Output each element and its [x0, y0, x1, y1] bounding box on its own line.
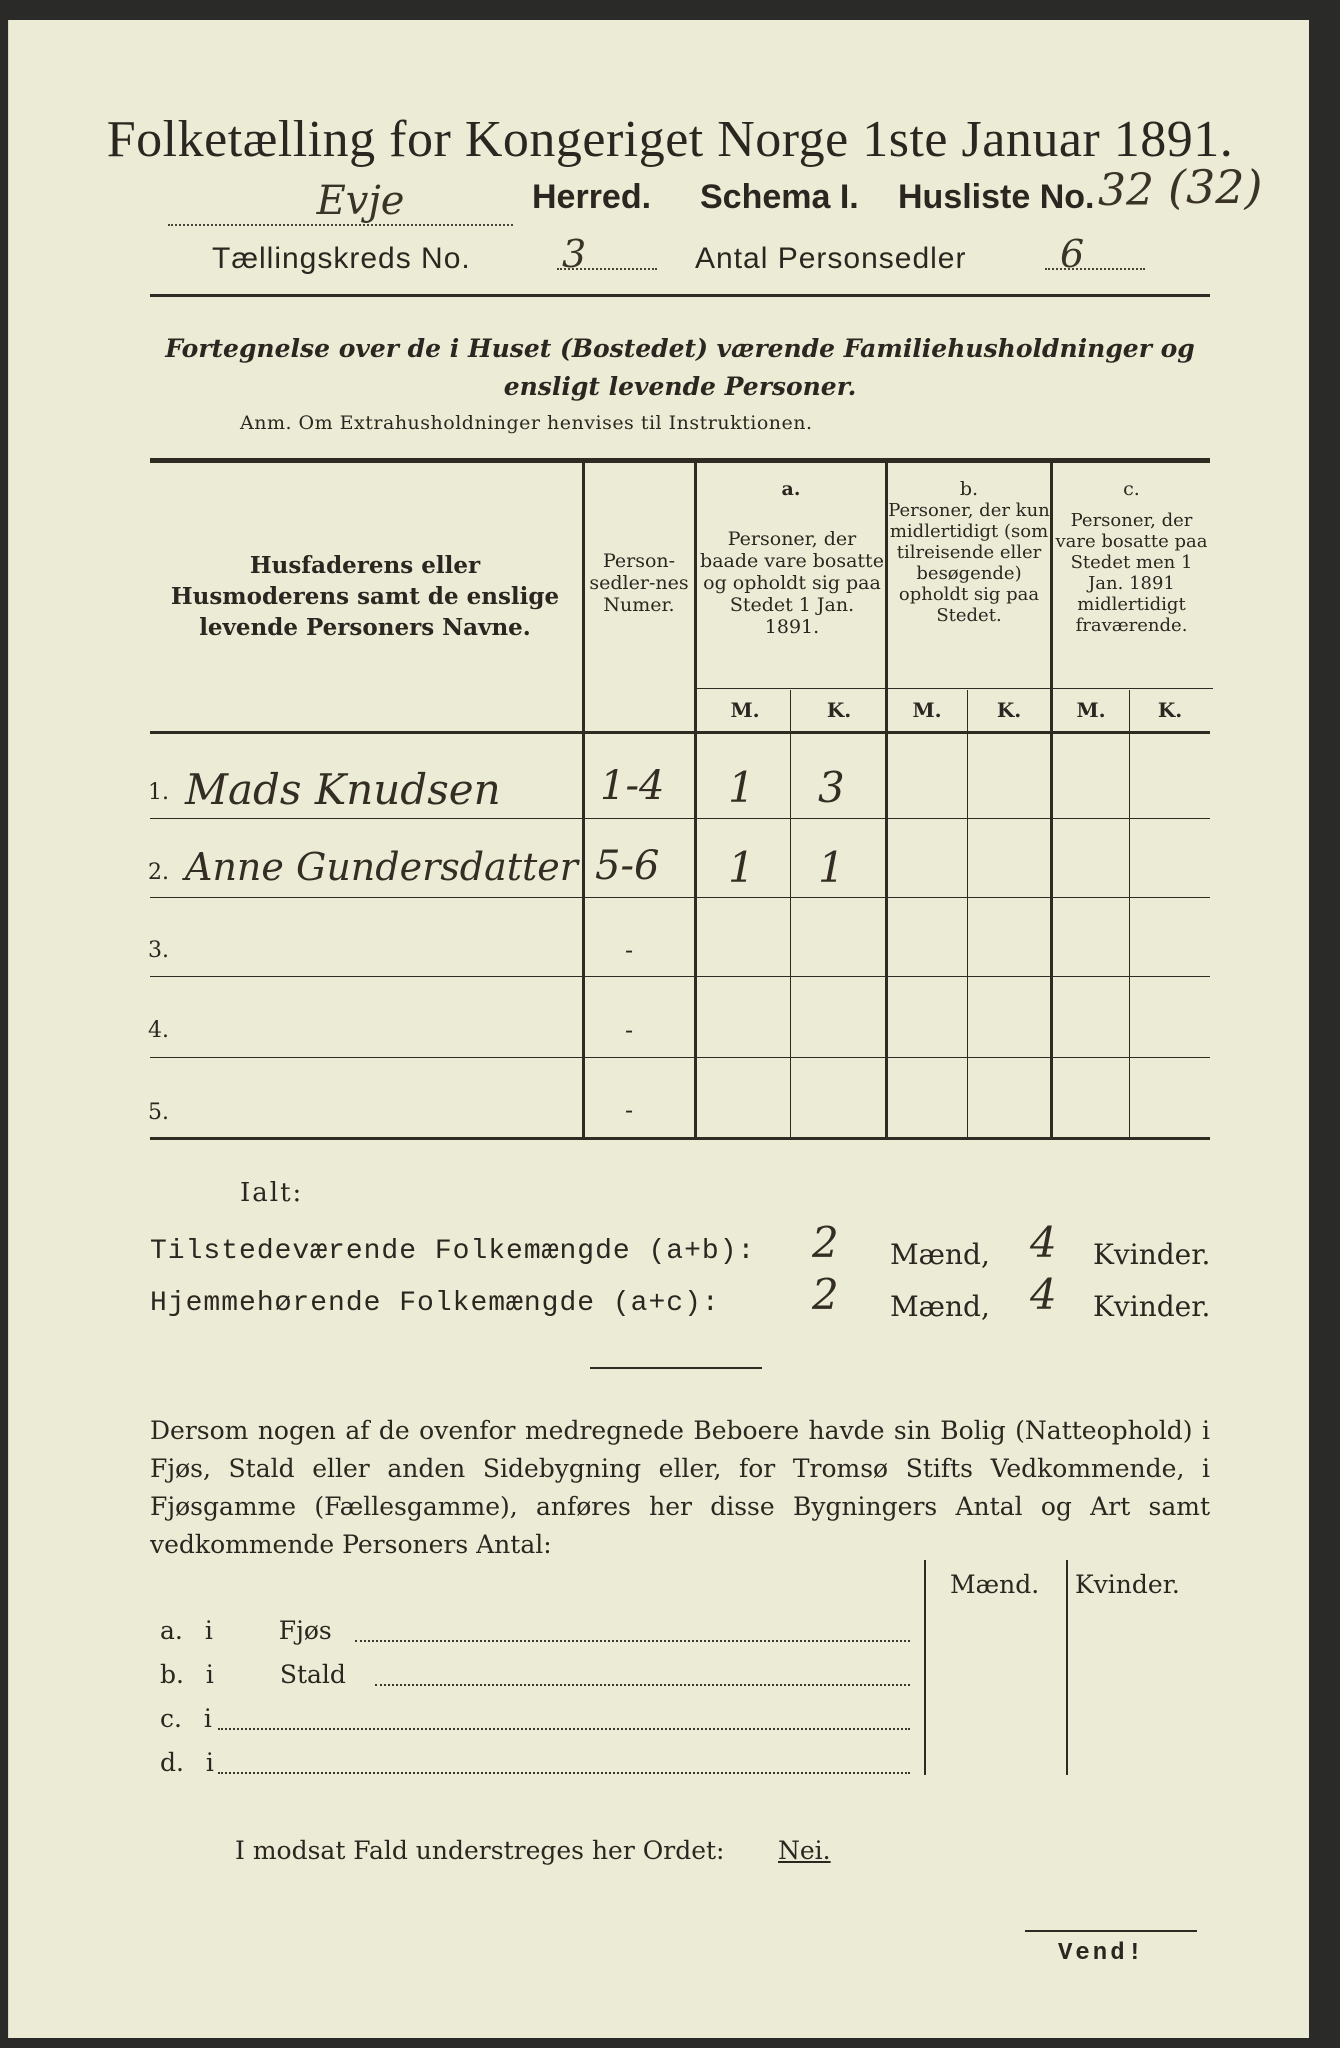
row-rule-3 [150, 976, 1210, 977]
building-letter: a. [160, 1616, 183, 1645]
buildings-divider-1 [924, 1560, 926, 1775]
row-number: 5. [148, 1100, 169, 1125]
buildings-divider-2 [1066, 1560, 1068, 1775]
row-a-m: 1 [728, 763, 755, 812]
maend-label: Mænd, [890, 1238, 990, 1271]
c-sub-rule [1053, 688, 1213, 689]
row-sedler: - [625, 1016, 634, 1044]
building-label: Fjøs [278, 1616, 332, 1645]
a-sub-rule [697, 688, 887, 689]
kreds-value: 3 [562, 232, 587, 276]
form-title: Folketælling for Kongeriget Norge 1ste Januar 1891. [106, 111, 1234, 168]
row-number: 1. [148, 780, 169, 805]
row-rule-1 [150, 818, 1210, 819]
herred-label: Herred. [532, 178, 652, 216]
building-row-c [160, 1704, 212, 1733]
annotation: Anm. Om Extrahusholdninger henvises til Instruktionen. [240, 412, 813, 434]
herred-value: Evje [168, 178, 513, 226]
c-k-header: K. [1157, 698, 1183, 722]
row-number: 3. [148, 938, 169, 963]
a-m-header: M. [730, 698, 760, 722]
row-a-k: 3 [818, 763, 845, 812]
col-header-a: Personer, der baade vare bosatte og opholdt sig paa Stedet 1 Jan. 1891. [700, 528, 884, 638]
herred-line [168, 178, 513, 226]
building-i: i [205, 1748, 214, 1777]
building-letter: d. [160, 1748, 184, 1777]
col-divider-2 [694, 462, 697, 1138]
kvinder-label: Kvinder. [1093, 1290, 1211, 1323]
ialt-label: Ialt: [240, 1178, 304, 1208]
row-number: 4. [148, 1018, 169, 1043]
col-header-number: Person-sedler-nes Numer. [589, 550, 689, 616]
col-divider-c-mk [1129, 690, 1130, 1137]
col-divider-a-mk [790, 690, 791, 1137]
row-name: Anne Gundersdatter [185, 845, 578, 889]
building-row-d [160, 1748, 214, 1777]
total-row-2-label: Hjemmehørende Folkemængde (a+c): [150, 1288, 720, 1319]
building-label: Stald [279, 1660, 346, 1689]
kreds-label: Tællingskreds No. [212, 242, 471, 275]
separator-rule [590, 1367, 762, 1369]
schema-label: Schema I. [700, 178, 859, 216]
buildings-col-kvinder: Kvinder. [1075, 1570, 1180, 1599]
buildings-col-maend: Mænd. [950, 1570, 1040, 1599]
building-dots-d [218, 1772, 910, 1774]
building-row-b [160, 1660, 346, 1689]
antal-label: Antal Personsedler [695, 242, 967, 275]
col-header-b: Personer, der kun midlertidigt (som tilreisende eller besøgende) opholdt sig paa Stedet. [888, 500, 1050, 626]
vend-rule [1025, 1930, 1197, 1932]
census-form [8, 20, 1309, 2038]
b-m-header: M. [912, 698, 942, 722]
building-letter: c. [160, 1704, 182, 1733]
maend-label: Mænd, [890, 1290, 990, 1323]
modsat-text: I modsat Fald understreges her Ordet: [235, 1836, 725, 1865]
building-dots-a [355, 1640, 910, 1642]
husliste-value: 32 [1098, 165, 1154, 216]
row-sedler: - [625, 1096, 634, 1124]
total-row-1-label: Tilstedeværende Folkemængde (a+b): [150, 1236, 756, 1267]
total-row-2-k: 4 [1030, 1270, 1057, 1319]
total-row-1-k: 4 [1030, 1218, 1057, 1267]
total-row-1-m: 2 [812, 1218, 839, 1267]
building-letter: b. [160, 1660, 184, 1689]
col-header-a-letter: a. [781, 478, 801, 500]
col-header-c: Personer, der vare bosatte paa Stedet men 1 Jan. 1891 midlertidigt fraværende. [1055, 510, 1208, 636]
col-divider-1 [582, 462, 585, 1138]
building-dots-b [375, 1684, 910, 1686]
building-dots-c [218, 1728, 910, 1730]
row-rule-4 [150, 1057, 1210, 1058]
row-rule-2 [150, 897, 1210, 898]
kvinder-label: Kvinder. [1093, 1238, 1211, 1271]
antal-value: 6 [1060, 232, 1085, 276]
a-k-header: K. [826, 698, 852, 722]
row-number: 2. [148, 860, 169, 885]
c-m-header: M. [1076, 698, 1106, 722]
building-row-a [160, 1616, 332, 1645]
husliste-note: (32) [1168, 160, 1263, 214]
building-i: i [205, 1660, 214, 1689]
b-sub-rule [888, 688, 1052, 689]
col-divider-b-mk [967, 690, 968, 1137]
header-rule [150, 294, 1210, 297]
b-k-header: K. [996, 698, 1022, 722]
row-a-k: 1 [818, 843, 845, 892]
building-i: i [204, 1616, 213, 1645]
row-sedler: 1-4 [600, 763, 665, 809]
nei-word: Nei. [778, 1836, 831, 1865]
col-header-name: Husfaderens eller Husmoderens samt de enslige levende Personers Navne. [170, 552, 560, 641]
form-subtitle: Fortegnelse over de i Huset (Bostedet) værende Familiehusholdninger og ensligt levende Personer. [165, 334, 1195, 401]
row-name: Mads Knudsen [185, 765, 501, 814]
col-header-c-letter: c. [1123, 478, 1140, 500]
col-header-b-letter: b. [959, 478, 979, 500]
row-sedler: 5-6 [595, 843, 660, 889]
husliste-label: Husliste No. [898, 178, 1095, 216]
building-i: i [203, 1704, 212, 1733]
row-sedler: - [625, 936, 634, 964]
vend-text: Vend! [1058, 1940, 1146, 1967]
row-a-m: 1 [728, 843, 755, 892]
sidebuilding-note: Dersom nogen af de ovenfor medregnede Beboere havde sin Bolig (Natteophold) i Fjøs, Stald eller anden Sidebygning eller, for Tromsø Stifts Vedkommende, i Fjøsgamme (Fællesgamme), anføres her disse Bygningers Antal og Art samt vedkommende Personers Antal: [150, 1416, 1210, 1559]
total-row-2-m: 2 [812, 1270, 839, 1319]
